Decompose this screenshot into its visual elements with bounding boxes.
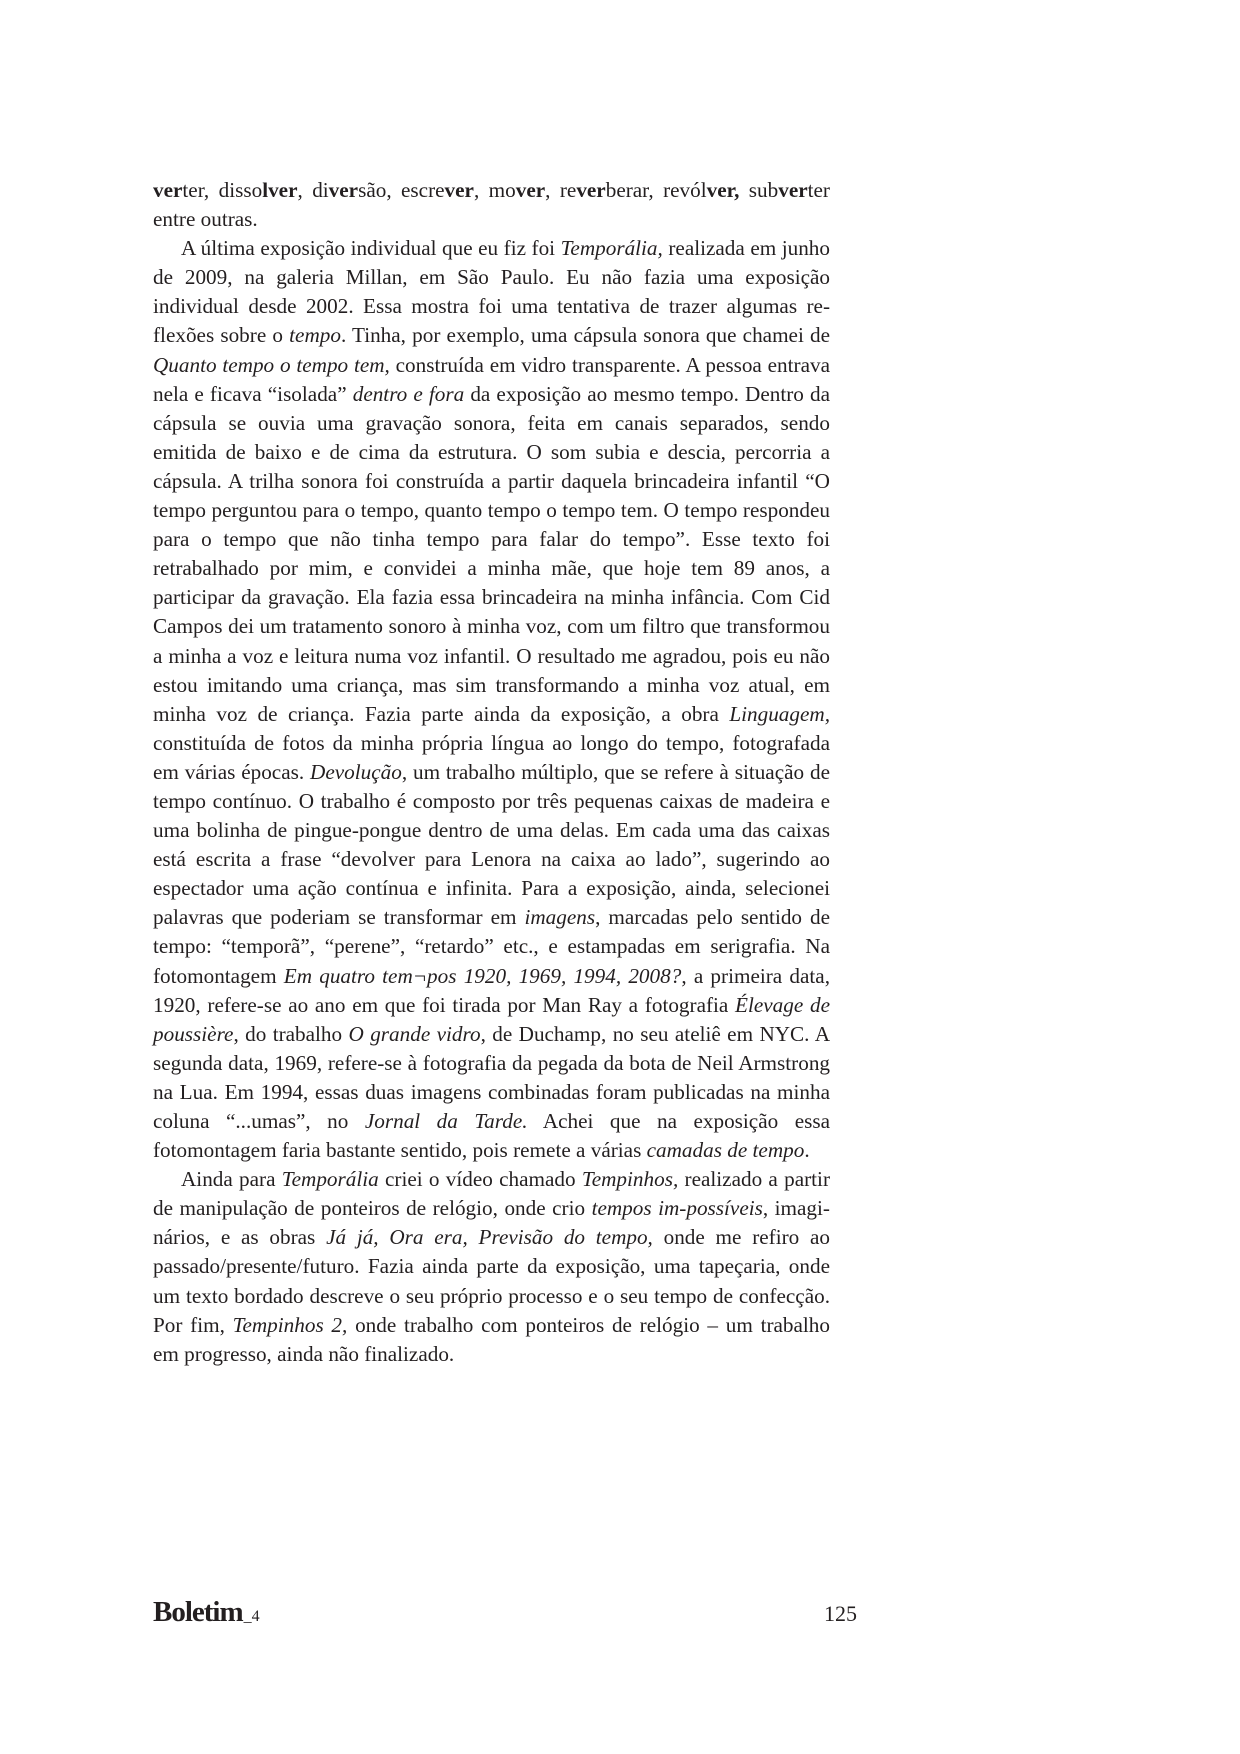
italic-text: Jornal da Tarde. xyxy=(364,1109,528,1133)
paragraph xyxy=(153,176,830,234)
text-run: da exposição ao mesmo tempo. Dentro da cápsula se ouvia uma gravação sonora, feita em canais separados, sendo emitida de baixo e de cima da estrutura. O som subia e descia, percorria a cápsula. A trilha sonora foi construída a partir daquela brincadeira infantil “O tempo perguntou para o tempo, quanto tempo o tempo tem. O tempo respondeu para o tempo que não tinha tempo para falar do tempo”. Esse texto foi retrabalhado por mim, e convidei a minha mãe, que hoje tem 89 anos, a participar da gravação. Ela fazia essa brincadeira na minha infância. Com Cid Campos dei um tratamento sonoro à minha voz, com um filtro que transformou a minha a voz e leitura numa voz infantil. O resultado me agradou, pois eu não estou imitando uma criança, mas sim transformando a minha voz atual, em minha voz de criança. Fazia parte ainda da exposição, a obra xyxy=(153,381,830,726)
paragraph xyxy=(153,234,830,1165)
text-run: A última exposição individual que eu fiz foi xyxy=(181,236,561,261)
text-run: construída em vidro transparente. A pessoa entrava nela e ficava “isolada” xyxy=(153,352,830,406)
text-run: são, escre xyxy=(358,178,445,202)
italic-text: dentro e fora xyxy=(352,381,465,406)
text-run: . xyxy=(804,1138,810,1163)
publication-logo xyxy=(153,1596,260,1629)
text-run: realizada em junho de 2009, na galeria Millan, em São Paulo. Eu não fazia uma exposição individual desde 2002. Essa mostra foi uma tentativa de trazer algumas reflexões sobre o xyxy=(153,236,830,348)
text-run: , imaginários, e as obras xyxy=(153,1196,830,1250)
text-run: onde me refiro ao passado/presente/futuro. Fazia ainda parte da exposição, uma tapeçaria, onde um texto bordado descreve o seu próprio processo e o seu tempo de confecção. Por fim, xyxy=(153,1225,831,1337)
paragraph xyxy=(153,1165,830,1369)
italic-text: Temporália, xyxy=(560,236,663,261)
bold-text: ver xyxy=(444,178,474,202)
body-text xyxy=(153,176,830,1369)
bold-text: ver xyxy=(576,178,606,202)
bold-text: ver xyxy=(153,178,183,202)
italic-text: Já já, Ora era, Previsão do tempo, xyxy=(326,1225,653,1250)
text-run: Ainda para xyxy=(181,1167,282,1192)
italic-text: tempos im-possíveis xyxy=(591,1196,763,1221)
text-run: , a primeira data, 1920, refere-se ao ano em que foi tirada por Man Ray a fotografia xyxy=(153,963,830,1017)
bold-text: ver xyxy=(515,178,546,202)
italic-text: tempo xyxy=(289,323,341,348)
text-run: criei o vídeo chamado xyxy=(378,1167,582,1192)
text-run: , marcadas pelo sentido de tempo: “temporã”, “perene”, “retardo” etc., e estampadas em serigrafia. Na fotomontagem xyxy=(153,905,830,988)
italic-text: Devolução xyxy=(310,759,402,784)
text-run: constituída de fotos da minha própria língua ao longo do tempo, fotografada em várias épocas. xyxy=(153,730,830,784)
italic-text: Linguagem, xyxy=(729,701,830,726)
page-number: 125 xyxy=(824,1601,857,1626)
text-run: onde trabalho com ponteiros de relógio – um trabalho em progresso, ainda não finalizado. xyxy=(153,1312,830,1366)
text-run: berar, revól xyxy=(605,178,707,202)
italic-text: O grande vidro xyxy=(348,1021,481,1046)
bold-text: ver xyxy=(778,178,808,202)
italic-text: imagens xyxy=(524,905,596,930)
italic-text: Quanto tempo o tempo tem, xyxy=(153,352,390,377)
bold-text: lver xyxy=(262,178,298,202)
italic-text: Em quatro tem¬pos 1920, 1969, 1994, 2008? xyxy=(283,963,682,988)
italic-text: Tempinhos 2, xyxy=(232,1312,348,1337)
text-run: , re xyxy=(545,178,577,202)
text-run: , mo xyxy=(473,178,516,202)
text-run: , di xyxy=(297,178,329,202)
bold-text: ver xyxy=(328,178,359,202)
text-run: realizado a partir de manipulação de ponteiros de relógio, onde crio xyxy=(153,1167,830,1221)
bold-text: ver, xyxy=(706,178,740,202)
logo-text: Boletim xyxy=(153,1596,243,1628)
italic-text: camadas de tempo xyxy=(646,1138,805,1163)
logo-issue: _4 xyxy=(243,1608,260,1625)
text-run: . Tinha, por exemplo, uma cápsula sonora que chamei de xyxy=(340,323,831,348)
text-run: , do trabalho xyxy=(233,1021,349,1046)
text-run: , um trabalho múltiplo, que se refere à situação de tempo contínuo. O trabalho é composto por três pequenas caixas de madeira e uma bolinha de pingue-pongue dentro de uma delas. Em cada uma das caixas está escrita a frase “devolver para Lenora na caixa ao lado”, sugerindo ao espectador uma ação contínua e infinita. Para a exposição, ainda, selecionei palavras que poderiam se transformar em xyxy=(153,759,830,930)
italic-text: Élevage de poussière xyxy=(153,992,830,1046)
text-run: Achei que na exposição essa fotomontagem faria bastante sentido, pois remete a várias xyxy=(153,1109,830,1163)
italic-text: Temporália xyxy=(281,1167,379,1192)
text-run: ter, disso xyxy=(182,178,263,202)
text-run: sub xyxy=(739,178,779,202)
text-run: ter entre outras. xyxy=(153,178,830,232)
text-run: , de Duchamp, no seu ateliê em NYC. A segunda data, 1969, refere-se à fotografia da pegada da bota de Neil Armstrong na Lua. Em 1994, essas duas imagens combinadas foram publicadas na minha coluna “...umas”, no xyxy=(153,1021,830,1133)
italic-text: Tempinhos, xyxy=(581,1167,679,1192)
